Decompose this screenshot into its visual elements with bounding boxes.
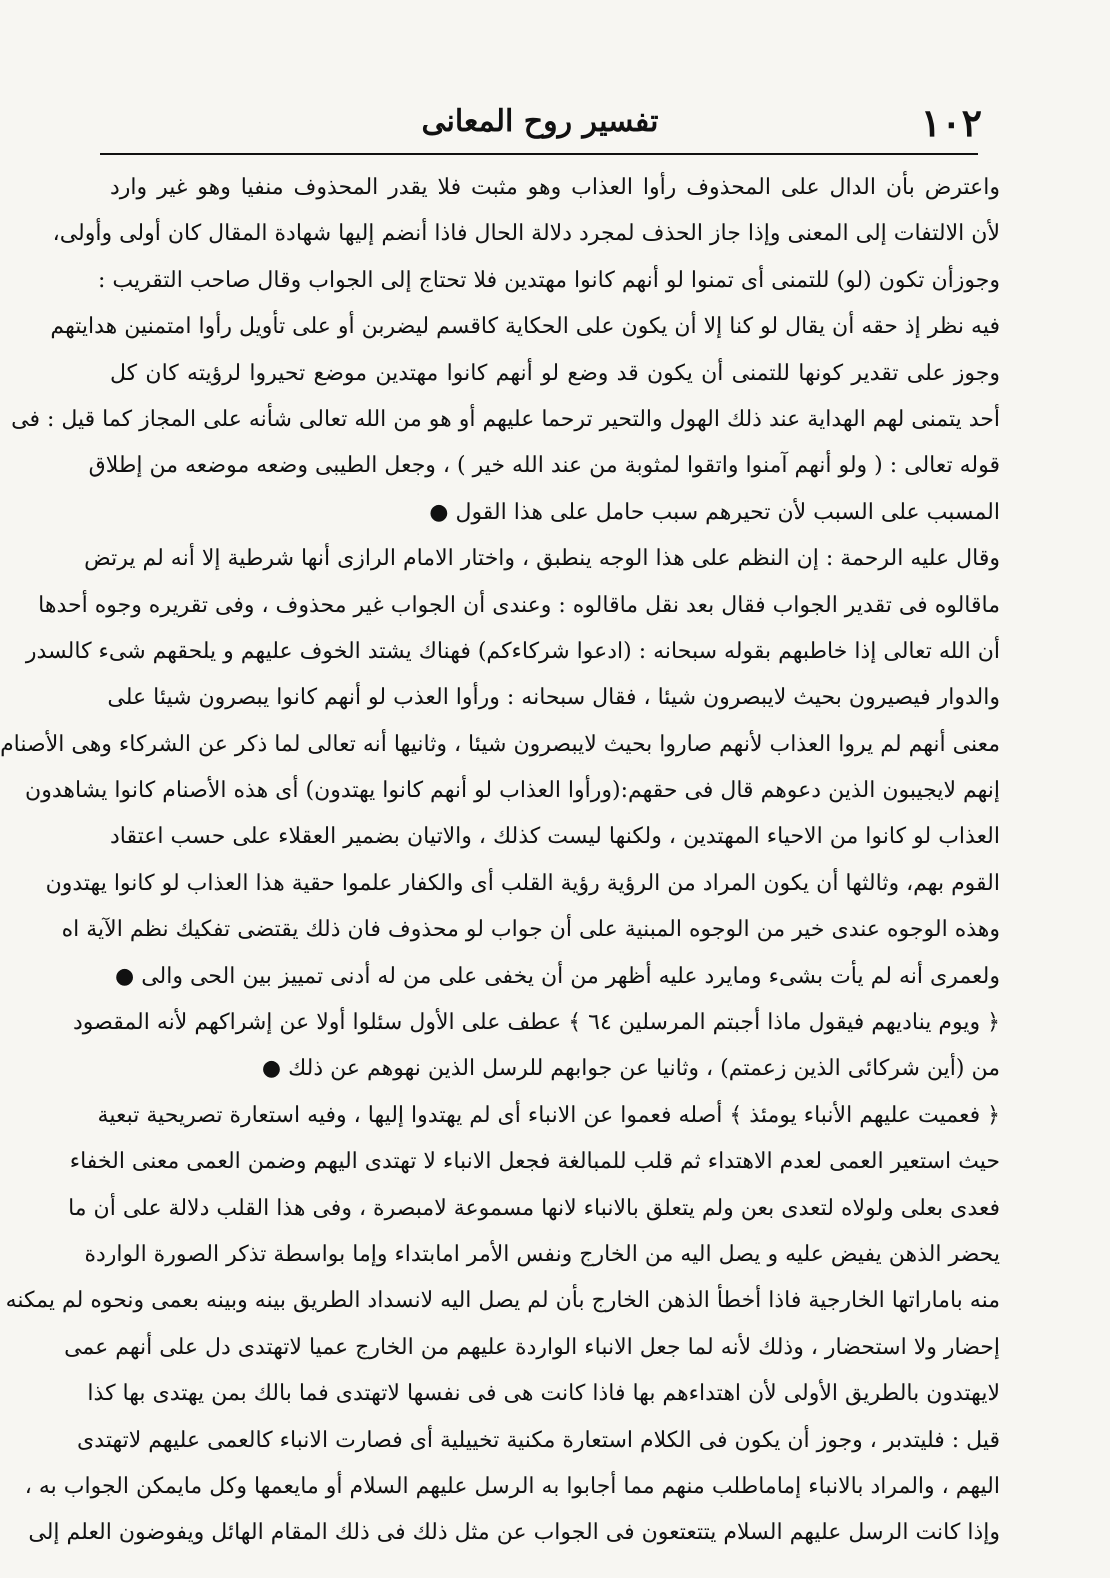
text-line: القوم بهم، وثالثها أن يكون المراد من الرؤية رؤية القلب أى والكفار علموا حقية هذا العذاب لو كانوا يهتدون <box>45 870 1000 896</box>
verse-line: ﴿ ويوم يناديهم فيقول ماذا أجبتم المرسلين ٦٤ ﴾ عطف على الأول سئلوا أولا عن إشراكهم لأنه المقصود <box>72 1010 1000 1036</box>
verse-line: ﴿ فعميت عليهم الأنباء يومئذ ﴾ أصله فعموا عن الانباء أى لم يهتدوا إليها ، وفيه استعارة تصريحية تبعية <box>97 1102 1000 1128</box>
text-line: يحضر الذهن يفيض عليه و يصل اليه من الخارج ونفس الأمر امابتداء وإما بواسطة تذكر الصورة الواردة <box>84 1241 1000 1267</box>
text-line: وإذا كانت الرسل عليهم السلام يتتعتعون فى الجواب عن مثل ذلك فى ذلك المقام الهائل ويفوضون العلم إلى <box>28 1520 1000 1546</box>
paragraph-end-line: ولعمرى أنه لم يأت بشىء ومايرد عليه أظهر من أن يخفى على من له أدنى تمييز بين الحى والى ● <box>115 963 1000 989</box>
paragraph-end-line: من (أين شركائى الذين زعمتم) ، وثانيا عن جوابهم للرسل الذين نهوهم عن ذلك ● <box>261 1056 1000 1082</box>
text-line: ماقالوه فى تقدير الجواب فقال بعد نقل ماقالوه : وعندى أن الجواب غير محذوف ، وفى تقريره وجوه أحدها <box>38 592 1000 618</box>
running-title: تفسير روح المعانى <box>421 104 659 139</box>
text-line: فعدى بعلى ولولاه لتعدى بعن ولم يتعلق بالانباء لانها مسموعة لامبصرة ، وفى هذا القلب دلالة على أن ما <box>68 1195 1000 1221</box>
text-line: واعترض بأن الدال على المحذوف رأوا العذاب وهو مثبت فلا يقدر المحذوف منفيا وهو غير وارد <box>110 175 1000 200</box>
paragraph-end-line: المسبب على السبب لأن تحيرهم سبب حامل على هذا القول ● <box>429 499 1000 525</box>
text-line: والدوار فيصيرون بحيث لايبصرون شيئا ، فقال سبحانه : ورأوا العذب لو أنهم كانوا يبصرون شيئا على <box>107 685 1000 711</box>
text-line: وجوزأن تكون (لو) للتمنى أى تمنوا لو أنهم كانوا مهتدين فلا تحتاج إلى الجواب وقال صاحب التقريب : <box>98 267 1000 293</box>
text-line: وهذه الوجوه عندى خير من الوجوه المبنية على أن جواب لو محذوف فان ذلك يقتضى تفكيك نظم الآية اه <box>61 917 1000 943</box>
text-line: قيل : فليتدبر ، وجوز أن يكون فى الكلام استعارة مكنية تخييلية أى فصارت الانباء كالعمى عليهم لاتهتدى <box>77 1427 1000 1453</box>
header-rule <box>100 153 978 155</box>
text-line: وجوز على تقدير كونها للتمنى أن يكون قد وضع لو أنهم كانوا مهتدين موضع تحيروا لرؤيته كان كل <box>110 360 1000 386</box>
text-line: لايهتدون بالطريق الأولى لأن اهتداءهم بها فاذا كانت هى فى نفسها لاتهتدى فما بالك بمن يهتدى بها كذا <box>87 1381 1000 1407</box>
page-number: ١٠٢ <box>920 100 982 145</box>
text-line: حيث استعير العمى لعدم الاهتداء ثم قلب للمبالغة فجعل الانباء لا تهتدى اليهم وضمن العمى معنى الخفاء <box>69 1149 1000 1175</box>
text-line: العذاب لو كانوا من الاحياء المهتدين ، ولكنها ليست كذلك ، والاتيان بضمير العقلاء على حسب اعتقاد <box>110 824 1000 850</box>
text-line: منه باماراتها الخارجية فاذا أخطأ الذهن الخارج بأن لم يصل اليه لانسداد الطريق بينه وبينه بعمى ونحوه لم يمكنه <box>5 1288 1000 1314</box>
text-line: إحضار ولا استحضار ، وذلك لأنه لما جعل الانباء الواردة عليهم من الخارج عميا لاتهتدى دل على أنهم عمى <box>64 1334 1000 1360</box>
text-body <box>0 165 1000 1557</box>
page-header <box>98 100 982 152</box>
text-line: لأن الالتفات إلى المعنى وإذا جاز الحذف لمجرد دلالة الحال فاذا أنضم إليها شهادة المقال كان أولى وأولى، <box>52 221 1000 247</box>
text-line: اليهم ، والمراد بالانباء إماماطلب منهم مما أجابوا به الرسل عليهم السلام أو مايعمها وكل مايمكن الجواب به ، <box>24 1473 1000 1499</box>
text-line: فيه نظر إذ حقه أن يقال لو كنا إلا أن يكون على الحكاية كاقسم ليضربن أو على تأويل رأوا امتمنين هدايتهم <box>50 314 1000 340</box>
text-line: إنهم لايجيبون الذين دعوهم قال فى حقهم:(ورأوا العذاب لو أنهم كانوا يهتدون) أى هذه الأصنام كانوا يشاهدون <box>25 778 1000 804</box>
text-line: أحد يتمنى لهم الهداية عند ذلك الهول والتحير ترحما عليهم أو هو من الله تعالى شأنه على المجاز كما قيل : فى <box>11 406 1000 432</box>
text-line: معنى أنهم لم يروا العذاب لأنهم صاروا بحيث لايبصرون شيئا ، وثانيها أنه تعالى لما ذكر عن الشركاء وهى الأصنام <box>0 731 1000 757</box>
text-line: قوله تعالى : ( ولو أنهم آمنوا واتقوا لمثوبة من عند الله خير ) ، وجعل الطيبى وضعه موضعه من إطلاق <box>88 453 1000 479</box>
text-line: أن الله تعالى إذا خاطبهم بقوله سبحانه : (ادعوا شركاءكم) فهناك يشتد الخوف عليهم و يلحقهم شىء كالسدر <box>25 638 1000 664</box>
text-line: وقال عليه الرحمة : إن النظم على هذا الوجه ينطبق ، واختار الامام الرازى أنها شرطية إلا أنه لم يرتض <box>84 546 1000 572</box>
